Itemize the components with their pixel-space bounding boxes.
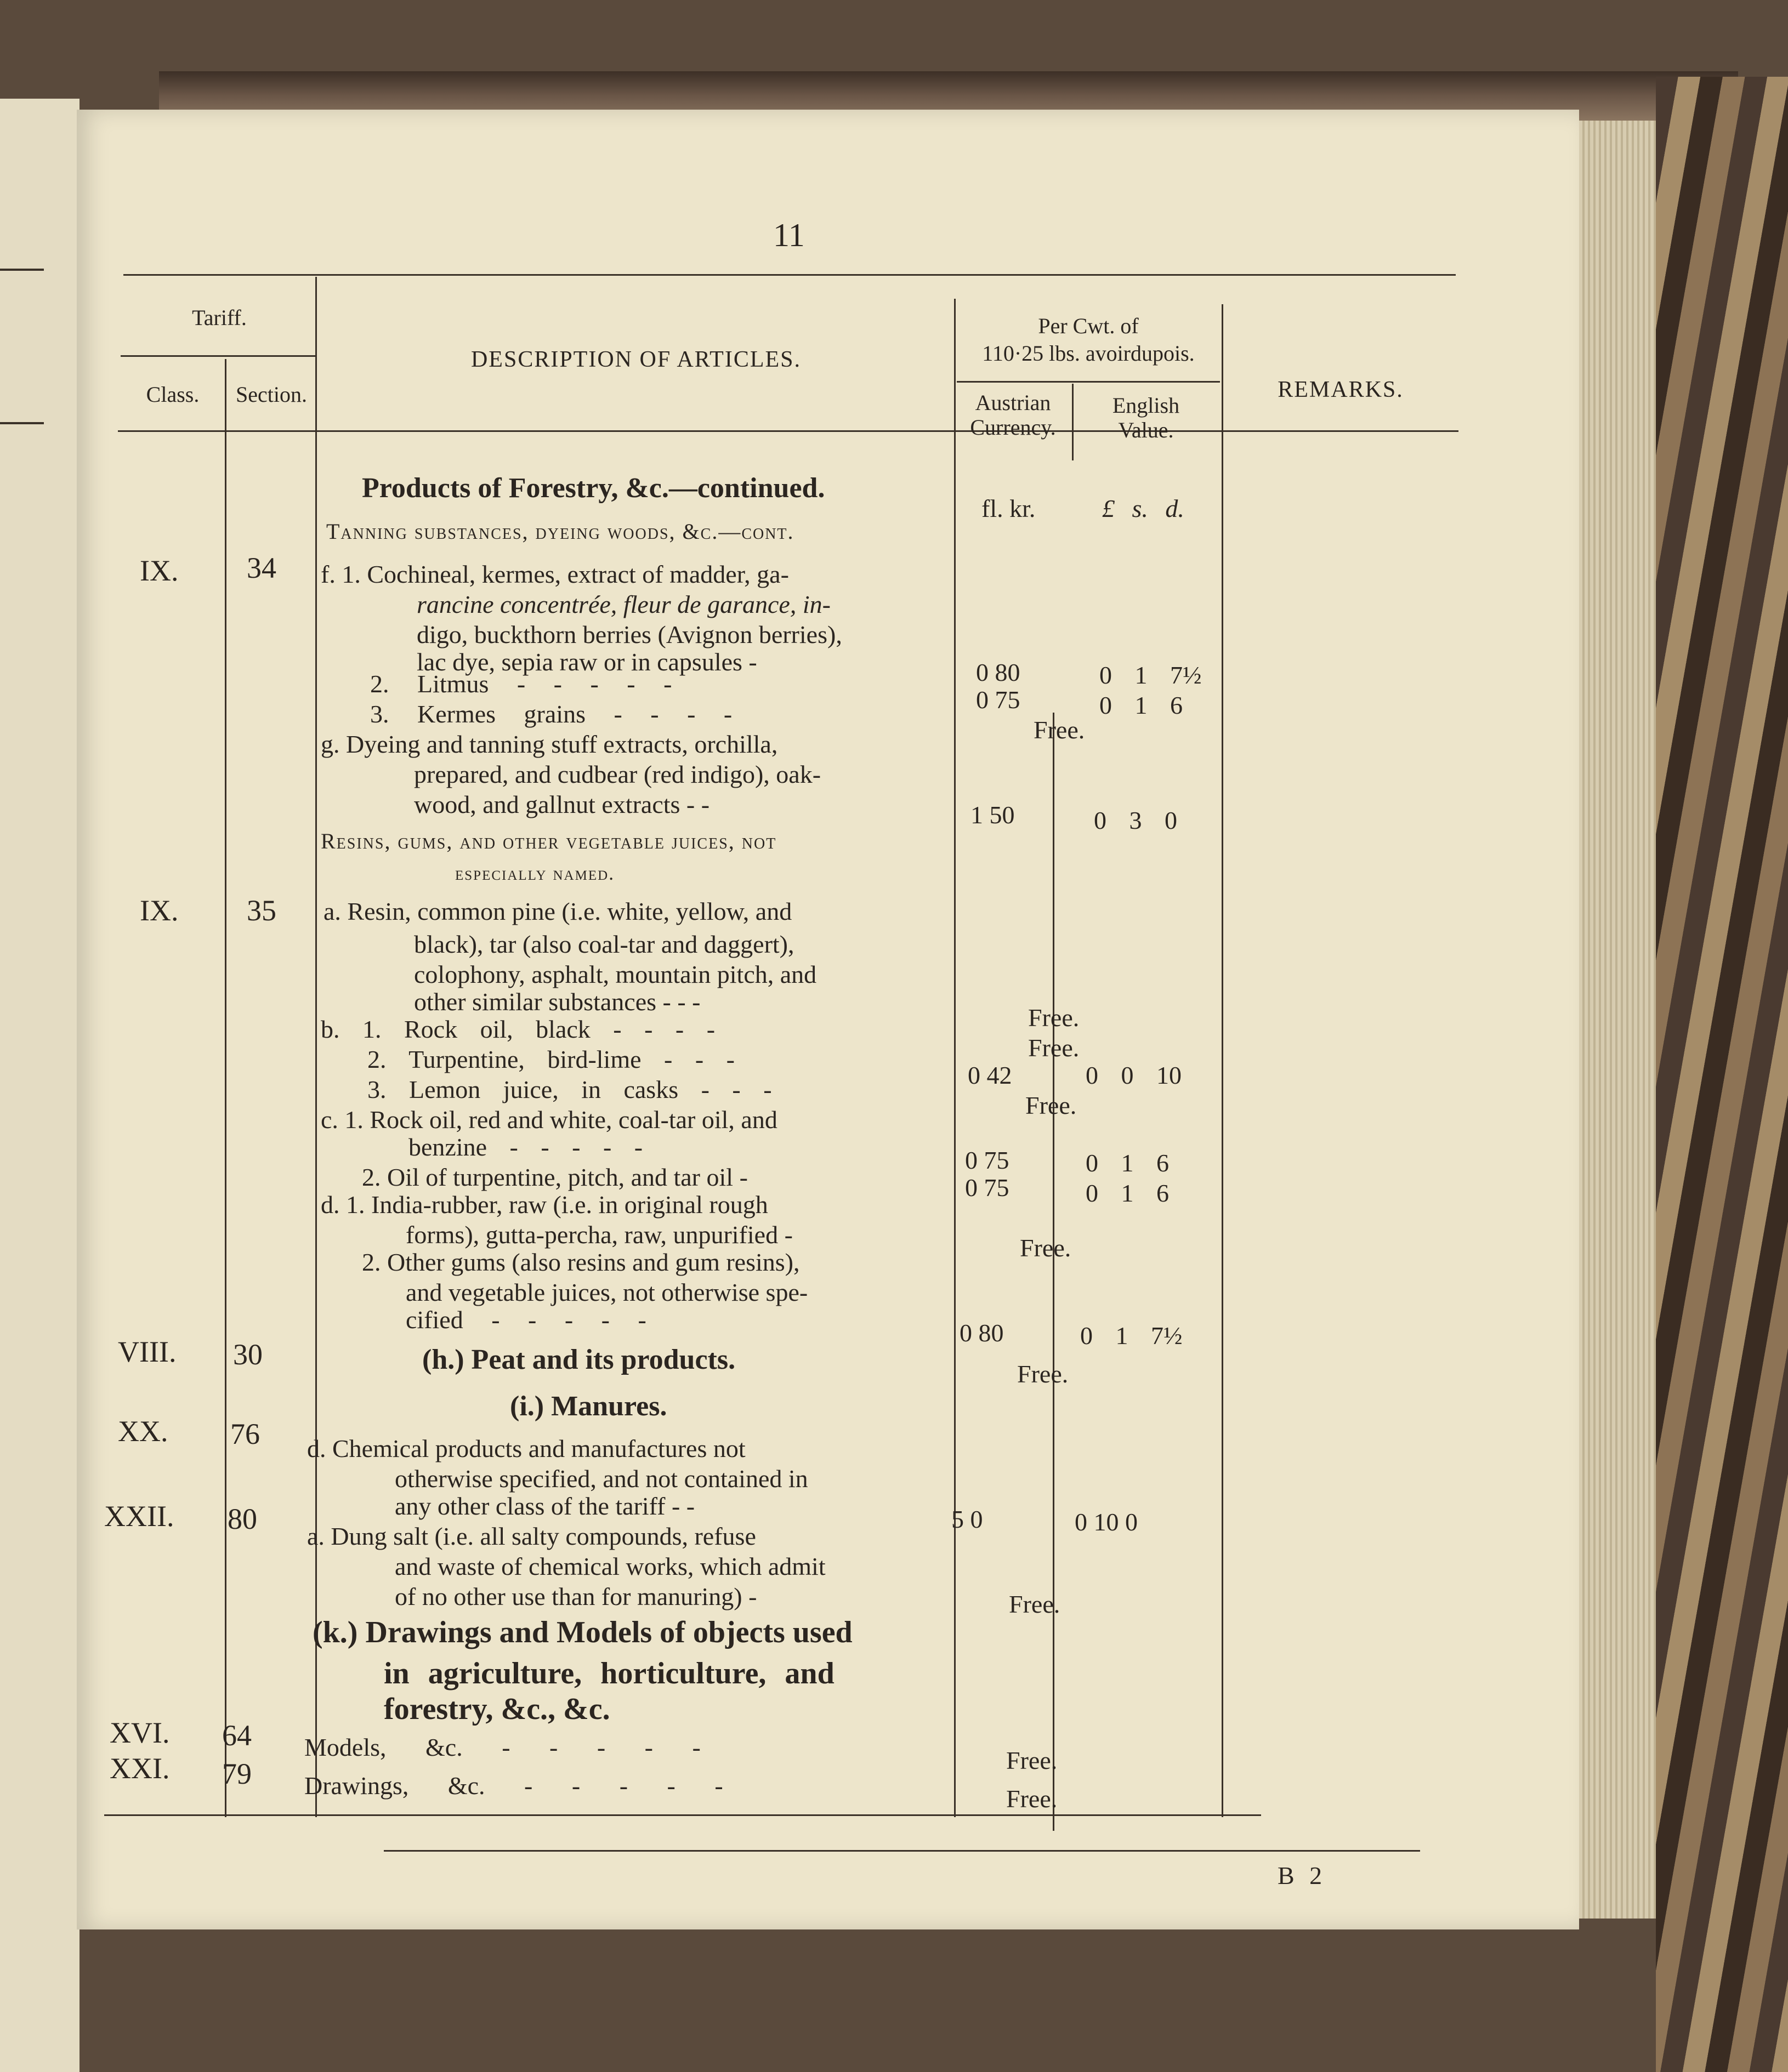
item-d-chemical: d. Chemical products and manufactures not <box>307 1435 746 1462</box>
rate-free: Free. <box>1020 1234 1071 1262</box>
remarks-column-divider <box>1222 304 1223 1817</box>
description-column-divider <box>954 299 956 1817</box>
item-d2: 2. Other gums (also resins and gum resins), <box>362 1248 800 1276</box>
class-column-divider <box>225 359 226 1817</box>
rate-english: 0 10 0 <box>1075 1508 1138 1536</box>
rate-austrian: 0 75 <box>965 1146 1009 1174</box>
rate-english: 0 1 6 <box>1099 691 1183 719</box>
facing-page <box>0 99 80 2072</box>
header-value: Value. <box>1118 418 1174 442</box>
item-d-chemical-cont: any other class of the tariff - - <box>395 1492 695 1520</box>
rate-free: Free. <box>1017 1360 1069 1388</box>
rate-free: Free. <box>1006 1785 1058 1813</box>
item-dung-salt-cont: of no other use than for manuring) - <box>395 1583 757 1610</box>
per-cwt-rule <box>957 381 1220 383</box>
group-peat: (h.) Peat and its products. <box>422 1344 736 1375</box>
header-currency: Currency. <box>970 415 1056 440</box>
rate-austrian: 0 80 <box>976 658 1020 686</box>
header-per-cwt: Per Cwt. of <box>1038 314 1139 338</box>
rate-austrian: 0 75 <box>976 686 1020 714</box>
section-35: 35 <box>247 894 276 927</box>
group-drawings-models: (k.) Drawings and Models of objects used <box>313 1615 853 1649</box>
header-tariff: Tariff. <box>192 305 247 330</box>
rate-free: Free. <box>1028 1034 1080 1062</box>
item-b1: b. 1. Rock oil, black - - - - <box>321 1015 716 1043</box>
page-edges <box>1574 121 1656 1919</box>
class-xx: XX. <box>118 1415 168 1448</box>
item-b2: 2. Turpentine, bird-lime - - - <box>367 1045 735 1073</box>
item-f1-cont: digo, buckthorn berries (Avignon berries), <box>417 621 842 648</box>
header-section: Section. <box>236 382 307 407</box>
section-80: 80 <box>228 1502 257 1535</box>
item-a-cont: black), tar (also coal-tar and daggert), <box>414 930 794 958</box>
rate-austrian: 1 50 <box>970 801 1015 829</box>
item-c1: c. 1. Rock oil, red and white, coal-tar oil, and <box>321 1106 777 1134</box>
section-34: 34 <box>247 551 276 584</box>
item-a: a. Resin, common pine (i.e. white, yellow, and <box>323 897 792 925</box>
section-title-forestry: Products of Forestry, &c.—continued. <box>362 473 825 504</box>
rate-english: 0 1 6 <box>1086 1179 1169 1207</box>
class-viii: VIII. <box>118 1335 177 1368</box>
item-a-cont: colophony, asphalt, mountain pitch, and <box>414 960 817 988</box>
section-76: 76 <box>230 1418 260 1450</box>
subhead-tanning: Tanning substances, dyeing woods, &c.—cont. <box>326 519 794 544</box>
section-64: 64 <box>222 1719 252 1752</box>
header-remarks: REMARKS. <box>1278 377 1404 402</box>
tariff-rule <box>121 355 315 357</box>
item-d2-cont: cified - - - - - <box>406 1306 646 1334</box>
group-drawings-models-cont: in agriculture, horticulture, and <box>384 1657 835 1690</box>
signature-mark: B 2 <box>1278 1862 1327 1889</box>
subhead-resins-cont: especially named. <box>455 862 615 884</box>
class-xxi: XXI. <box>110 1752 170 1785</box>
item-d1-cont: forms), gutta-percha, raw, unpurified - <box>406 1221 793 1249</box>
subhead-resins: Resins, gums, and other vegetable juices, not <box>321 829 777 853</box>
rate-austrian: 0 75 <box>965 1174 1009 1202</box>
header-class: Class. <box>146 382 200 407</box>
class-ix: IX. <box>140 554 179 587</box>
item-d2-cont: and vegetable juices, not otherwise spe- <box>406 1278 808 1306</box>
section-column-divider <box>315 277 317 1817</box>
header-description: DESCRIPTION OF ARTICLES. <box>470 347 802 372</box>
item-dung-salt-cont: and waste of chemical works, which admit <box>395 1552 826 1580</box>
rate-english: 0 1 7½ <box>1080 1322 1183 1350</box>
table-bottom-rule <box>104 1814 1261 1816</box>
item-c1-cont: benzine - - - - - <box>408 1133 643 1161</box>
item-c2: 2. Oil of turpentine, pitch, and tar oil - <box>362 1163 748 1191</box>
page-number: 11 <box>773 217 805 253</box>
item-dung-salt: a. Dung salt (i.e. all salty compounds, refuse <box>307 1522 756 1550</box>
rate-english: 0 1 7½ <box>1099 661 1202 689</box>
rate-free: Free. <box>1028 1004 1080 1032</box>
units-fl-kr: fl. kr. <box>981 494 1036 522</box>
rate-free: Free. <box>1009 1590 1060 1618</box>
item-f3: 3. Kermes grains - - - - <box>370 700 733 728</box>
item-f1-cont: lac dye, sepia raw or in capsules - <box>417 648 757 676</box>
currency-column-divider <box>1072 384 1074 460</box>
rate-english: 0 1 6 <box>1086 1149 1169 1177</box>
rate-austrian: 0 80 <box>960 1319 1004 1347</box>
item-g: g. Dyeing and tanning stuff extracts, orchilla, <box>321 730 778 758</box>
class-ix: IX. <box>140 894 179 927</box>
section-30: 30 <box>233 1338 263 1371</box>
item-drawings: Drawings, &c. - - - - - <box>304 1772 723 1800</box>
rate-free: Free. <box>1034 716 1085 744</box>
rate-free: Free. <box>1025 1091 1077 1119</box>
book-binding-cover <box>1656 77 1788 2072</box>
table-top-rule <box>123 274 1456 276</box>
item-f2: 2. Litmus - - - - - <box>370 670 672 698</box>
header-austrian: Austrian <box>975 390 1051 415</box>
item-d1: d. 1. India-rubber, raw (i.e. in original rough <box>321 1191 768 1219</box>
item-models: Models, &c. - - - - - <box>304 1733 701 1761</box>
item-g-cont: wood, and gallnut extracts - - <box>414 790 710 818</box>
item-a-cont: other similar substances - - - <box>414 988 701 1016</box>
item-f1-cont: rancine concentrée, fleur de garance, in- <box>417 590 831 618</box>
group-drawings-models-cont: forestry, &c., &c. <box>384 1692 610 1726</box>
footer-rule <box>384 1850 1420 1852</box>
units-lsd: £ s. d. <box>1102 494 1184 522</box>
class-xxii: XXII. <box>104 1500 174 1533</box>
rate-austrian: 5 0 <box>951 1505 983 1533</box>
class-xvi: XVI. <box>110 1716 170 1749</box>
rate-austrian: 0 42 <box>968 1061 1012 1089</box>
item-f1: f. 1. Cochineal, kermes, extract of madder, ga- <box>321 560 789 588</box>
section-79: 79 <box>222 1757 252 1790</box>
header-english: English <box>1112 393 1180 418</box>
header-bottom-rule <box>118 430 1458 432</box>
rate-english: 0 3 0 <box>1094 806 1177 834</box>
item-b3: 3. Lemon juice, in casks - - - <box>367 1075 772 1103</box>
rate-free: Free. <box>1006 1746 1058 1774</box>
value-line <box>1053 713 1054 1831</box>
group-manures: (i.) Manures. <box>510 1391 667 1422</box>
header-per-cwt-weight: 110·25 lbs. avoirdupois. <box>982 341 1195 366</box>
rate-english: 0 0 10 <box>1086 1061 1182 1089</box>
item-d-chemical-cont: otherwise specified, and not contained in <box>395 1465 808 1493</box>
item-g-cont: prepared, and cudbear (red indigo), oak- <box>414 760 821 788</box>
